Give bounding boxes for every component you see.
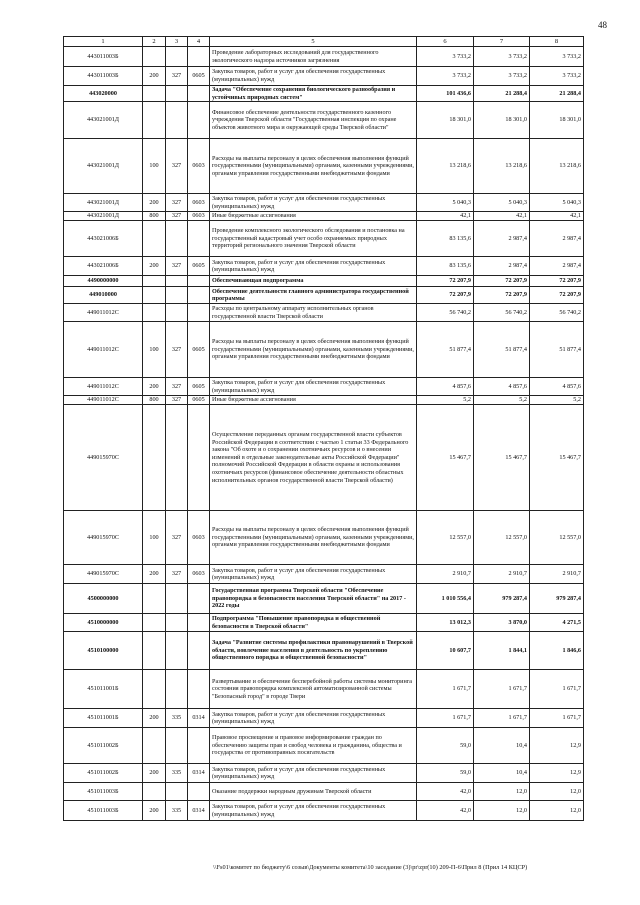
row-code: 449015970С bbox=[64, 565, 143, 584]
row-value-8: 2 987,4 bbox=[530, 221, 584, 257]
footer-file-path: \\Fs01\комитет по бюджету\6 созыв\Документы комитета\10 заседание (3)\pr\zpr(10) 209-П-6\Прил 8 (Прил 14 КЦСР) bbox=[213, 864, 528, 871]
row-column-2: 200 bbox=[143, 378, 166, 396]
row-value-6: 59,0 bbox=[417, 728, 474, 764]
row-code: 4510000000 bbox=[64, 614, 143, 632]
row-column-3 bbox=[166, 102, 188, 139]
row-value-7: 15 467,7 bbox=[474, 405, 530, 511]
row-column-3: 327 bbox=[166, 322, 188, 378]
row-value-7: 72 207,9 bbox=[474, 276, 530, 287]
row-value-7: 2 910,7 bbox=[474, 565, 530, 584]
row-value-6: 101 436,6 bbox=[417, 86, 474, 102]
row-value-6: 3 733,2 bbox=[417, 67, 474, 86]
row-column-3: 327 bbox=[166, 67, 188, 86]
row-value-8: 5,2 bbox=[530, 396, 584, 405]
row-value-8: 3 733,2 bbox=[530, 47, 584, 67]
row-description: Расходы по центральному аппарату исполнительных органов государственной власти Тверской области bbox=[210, 304, 417, 322]
row-column-2 bbox=[143, 584, 166, 614]
row-code: 4510100000 bbox=[64, 632, 143, 670]
row-value-6: 59,0 bbox=[417, 764, 474, 783]
row-value-8: 4 271,5 bbox=[530, 614, 584, 632]
row-column-2: 100 bbox=[143, 511, 166, 565]
row-description: Закупка товаров, работ и услуг для обеспечения государственных (муниципальных) нужд bbox=[210, 709, 417, 728]
row-value-7: 3 733,2 bbox=[474, 67, 530, 86]
row-column-4: 0605 bbox=[188, 257, 210, 276]
row-value-7: 5,2 bbox=[474, 396, 530, 405]
row-column-4 bbox=[188, 221, 210, 257]
row-value-6: 42,0 bbox=[417, 783, 474, 801]
row-code: 443011003Б bbox=[64, 47, 143, 67]
row-column-4: 0605 bbox=[188, 67, 210, 86]
row-description: Расходы на выплаты персоналу в целях обеспечения выполнения функций государственными (муниципальными) органами, казенными учреждениями, органами управления государственными внебюджетными фондами bbox=[210, 139, 417, 194]
row-value-7: 18 301,0 bbox=[474, 102, 530, 139]
row-value-7: 2 987,4 bbox=[474, 221, 530, 257]
table-row bbox=[64, 405, 584, 511]
row-description: Подпрограмма "Повышение правопорядка и общественной безопасности в Тверской области" bbox=[210, 614, 417, 632]
row-description: Развертывание и обеспечение бесперебойной работы системы мониторинга состояния правопорядка комплексной автоматизированной системы "Безопасный город" в городе Твери bbox=[210, 670, 417, 709]
column-header: 4 bbox=[188, 37, 210, 47]
row-value-6: 42,1 bbox=[417, 212, 474, 221]
row-value-8: 18 301,0 bbox=[530, 102, 584, 139]
row-description: Закупка товаров, работ и услуг для обеспечения государственных (муниципальных) нужд bbox=[210, 764, 417, 783]
table-row bbox=[64, 139, 584, 194]
table-row bbox=[64, 511, 584, 565]
row-column-3: 335 bbox=[166, 801, 188, 821]
row-value-8: 21 288,4 bbox=[530, 86, 584, 102]
row-value-8: 1 671,7 bbox=[530, 709, 584, 728]
table-row bbox=[64, 322, 584, 378]
table-row bbox=[64, 670, 584, 709]
row-value-6: 13 218,6 bbox=[417, 139, 474, 194]
row-description: Закупка товаров, работ и услуг для обеспечения государственных (муниципальных) нужд bbox=[210, 378, 417, 396]
row-description: Иные бюджетные ассигнования bbox=[210, 212, 417, 221]
table-row bbox=[64, 565, 584, 584]
row-column-3 bbox=[166, 221, 188, 257]
row-column-2: 200 bbox=[143, 565, 166, 584]
row-value-8: 3 733,2 bbox=[530, 67, 584, 86]
row-column-3 bbox=[166, 86, 188, 102]
row-value-8: 13 218,6 bbox=[530, 139, 584, 194]
row-column-4 bbox=[188, 584, 210, 614]
row-value-6: 72 207,9 bbox=[417, 276, 474, 287]
row-column-4 bbox=[188, 47, 210, 67]
row-value-7: 51 877,4 bbox=[474, 322, 530, 378]
row-value-7: 72 207,9 bbox=[474, 287, 530, 304]
row-value-7: 13 218,6 bbox=[474, 139, 530, 194]
row-column-3 bbox=[166, 304, 188, 322]
row-value-6: 83 135,6 bbox=[417, 257, 474, 276]
row-value-6: 3 733,2 bbox=[417, 47, 474, 67]
column-header: 6 bbox=[417, 37, 474, 47]
row-column-2: 800 bbox=[143, 396, 166, 405]
row-value-7: 3 733,2 bbox=[474, 47, 530, 67]
row-value-8: 2 987,4 bbox=[530, 257, 584, 276]
row-column-2: 800 bbox=[143, 212, 166, 221]
row-description: Осуществление переданных органам государственной власти субъектов Российской Федерации в соответствии с частью 1 статьи 33 Федерального закона "Об охоте и о сохранении охотничьих ресурсов и о внесении изменений в отдельные законодательные акты Российской Федерации" полномочий Российской Федерации в области охраны и использования охотничьих ресурсов (финансовое обеспечение деятельности областных исполнительных органов государственной власти Тверской области) bbox=[210, 405, 417, 511]
row-column-3 bbox=[166, 614, 188, 632]
row-value-8: 51 877,4 bbox=[530, 322, 584, 378]
row-column-4 bbox=[188, 670, 210, 709]
row-code: 443021006Б bbox=[64, 257, 143, 276]
row-value-8: 12 557,0 bbox=[530, 511, 584, 565]
column-header: 1 bbox=[64, 37, 143, 47]
row-value-6: 12 557,0 bbox=[417, 511, 474, 565]
row-description: Проведение комплексного экологического обследования и постановка на государственный кадастровый учет особо охраняемых природных территорий регионального значения Тверской области bbox=[210, 221, 417, 257]
table-row bbox=[64, 102, 584, 139]
row-column-4: 0314 bbox=[188, 801, 210, 821]
row-value-8: 2 910,7 bbox=[530, 565, 584, 584]
table-row bbox=[64, 276, 584, 287]
row-code: 4490000000 bbox=[64, 276, 143, 287]
row-value-7: 12,0 bbox=[474, 801, 530, 821]
row-column-2: 100 bbox=[143, 322, 166, 378]
row-column-2: 100 bbox=[143, 139, 166, 194]
row-column-2 bbox=[143, 47, 166, 67]
row-value-8: 42,1 bbox=[530, 212, 584, 221]
row-description: Обеспечивающая подпрограмма bbox=[210, 276, 417, 287]
row-description: Оказание поддержки народным дружинам Тверской области bbox=[210, 783, 417, 801]
row-column-3 bbox=[166, 670, 188, 709]
row-value-8: 1 671,7 bbox=[530, 670, 584, 709]
row-column-4 bbox=[188, 102, 210, 139]
row-description: Финансовое обеспечение деятельности государственного казенного учреждения Тверской области "Государственная инспекция по охране объектов животного мира и окружающей среды Тверской области" bbox=[210, 102, 417, 139]
table-row bbox=[64, 304, 584, 322]
table-row bbox=[64, 728, 584, 764]
row-column-3 bbox=[166, 47, 188, 67]
table-row bbox=[64, 801, 584, 821]
row-description: Задача "Развитие системы профилактики правонарушений в Тверской области, вовлечение населения в деятельность по укреплению общественного порядка и общественной безопасности" bbox=[210, 632, 417, 670]
row-column-4 bbox=[188, 783, 210, 801]
row-value-8: 12,9 bbox=[530, 728, 584, 764]
row-value-8: 56 740,2 bbox=[530, 304, 584, 322]
row-column-3: 327 bbox=[166, 139, 188, 194]
row-column-2 bbox=[143, 405, 166, 511]
row-code: 443021001Д bbox=[64, 139, 143, 194]
row-value-7: 10,4 bbox=[474, 728, 530, 764]
row-column-2 bbox=[143, 287, 166, 304]
row-description: Задача "Обеспечение сохранения биологического разнообразия и устойчивых природных систем" bbox=[210, 86, 417, 102]
row-column-4: 0605 bbox=[188, 396, 210, 405]
row-value-7: 1 844,1 bbox=[474, 632, 530, 670]
row-column-4: 0605 bbox=[188, 378, 210, 396]
row-value-7: 12 557,0 bbox=[474, 511, 530, 565]
row-value-7: 21 288,4 bbox=[474, 86, 530, 102]
row-code: 451011002Б bbox=[64, 728, 143, 764]
row-value-7: 10,4 bbox=[474, 764, 530, 783]
row-value-7: 56 740,2 bbox=[474, 304, 530, 322]
row-column-3: 327 bbox=[166, 396, 188, 405]
column-header: 8 bbox=[530, 37, 584, 47]
row-column-3 bbox=[166, 783, 188, 801]
row-value-8: 72 207,9 bbox=[530, 287, 584, 304]
row-code: 443021001Д bbox=[64, 212, 143, 221]
row-description: Закупка товаров, работ и услуг для обеспечения государственных (муниципальных) нужд bbox=[210, 565, 417, 584]
row-code: 443020000 bbox=[64, 86, 143, 102]
table-row bbox=[64, 378, 584, 396]
row-description: Иные бюджетные ассигнования bbox=[210, 396, 417, 405]
budget-table bbox=[63, 36, 584, 821]
row-value-6: 15 467,7 bbox=[417, 405, 474, 511]
row-description: Расходы на выплаты персоналу в целях обеспечения выполнения функций государственными (муниципальными) органами, казенными учреждениями, органами управления государственными внебюджетными фондами bbox=[210, 511, 417, 565]
row-value-8: 4 857,6 bbox=[530, 378, 584, 396]
row-value-7: 12,0 bbox=[474, 783, 530, 801]
row-column-2 bbox=[143, 221, 166, 257]
row-column-4: 0603 bbox=[188, 511, 210, 565]
row-value-6: 5,2 bbox=[417, 396, 474, 405]
row-column-4: 0603 bbox=[188, 194, 210, 212]
table-row bbox=[64, 396, 584, 405]
row-column-3 bbox=[166, 584, 188, 614]
row-column-3: 327 bbox=[166, 212, 188, 221]
row-value-6: 83 135,6 bbox=[417, 221, 474, 257]
row-value-7: 3 870,0 bbox=[474, 614, 530, 632]
row-value-8: 979 287,4 bbox=[530, 584, 584, 614]
row-column-2: 200 bbox=[143, 194, 166, 212]
row-column-2 bbox=[143, 304, 166, 322]
row-column-3 bbox=[166, 276, 188, 287]
row-column-4 bbox=[188, 276, 210, 287]
column-header: 7 bbox=[474, 37, 530, 47]
row-value-7: 1 671,7 bbox=[474, 670, 530, 709]
row-value-6: 18 301,0 bbox=[417, 102, 474, 139]
row-column-2: 200 bbox=[143, 257, 166, 276]
row-code: 451011003Б bbox=[64, 783, 143, 801]
row-value-7: 42,1 bbox=[474, 212, 530, 221]
row-column-4: 0605 bbox=[188, 322, 210, 378]
row-column-2 bbox=[143, 614, 166, 632]
row-column-2 bbox=[143, 86, 166, 102]
row-column-3 bbox=[166, 287, 188, 304]
row-description: Закупка товаров, работ и услуг для обеспечения государственных (муниципальных) нужд bbox=[210, 257, 417, 276]
column-header: 3 bbox=[166, 37, 188, 47]
row-value-7: 5 040,3 bbox=[474, 194, 530, 212]
page-number: 48 bbox=[598, 20, 607, 30]
row-column-3: 327 bbox=[166, 511, 188, 565]
row-column-3: 327 bbox=[166, 257, 188, 276]
row-description: Обеспечение деятельности главного администратора государственной программы bbox=[210, 287, 417, 304]
row-code: 443021006Б bbox=[64, 221, 143, 257]
row-value-6: 1 671,7 bbox=[417, 709, 474, 728]
table-row bbox=[64, 764, 584, 783]
row-column-3: 327 bbox=[166, 194, 188, 212]
row-value-8: 12,0 bbox=[530, 783, 584, 801]
row-column-2 bbox=[143, 670, 166, 709]
row-value-6: 1 671,7 bbox=[417, 670, 474, 709]
table-row bbox=[64, 221, 584, 257]
row-column-4: 0603 bbox=[188, 565, 210, 584]
row-column-3: 335 bbox=[166, 764, 188, 783]
header-row bbox=[64, 37, 584, 47]
row-code: 443021001Д bbox=[64, 102, 143, 139]
row-column-2 bbox=[143, 783, 166, 801]
row-value-6: 10 607,7 bbox=[417, 632, 474, 670]
row-column-2: 200 bbox=[143, 709, 166, 728]
row-column-2: 200 bbox=[143, 67, 166, 86]
row-description: Расходы на выплаты персоналу в целях обеспечения выполнения функций государственными (муниципальными) органами, казенными учреждениями, органами управления государственными внебюджетными фондами bbox=[210, 322, 417, 378]
row-column-4: 0314 bbox=[188, 764, 210, 783]
table-row bbox=[64, 632, 584, 670]
row-value-6: 5 040,3 bbox=[417, 194, 474, 212]
row-code: 443021001Д bbox=[64, 194, 143, 212]
row-code: 449011012С bbox=[64, 304, 143, 322]
row-column-4 bbox=[188, 86, 210, 102]
row-value-6: 4 857,6 bbox=[417, 378, 474, 396]
row-value-8: 1 846,6 bbox=[530, 632, 584, 670]
row-value-6: 51 877,4 bbox=[417, 322, 474, 378]
column-header: 2 bbox=[143, 37, 166, 47]
row-value-7: 979 287,4 bbox=[474, 584, 530, 614]
table-row bbox=[64, 257, 584, 276]
row-column-3 bbox=[166, 632, 188, 670]
row-value-8: 15 467,7 bbox=[530, 405, 584, 511]
row-description: Закупка товаров, работ и услуг для обеспечения государственных (муниципальных) нужд bbox=[210, 194, 417, 212]
row-column-4 bbox=[188, 287, 210, 304]
table-row bbox=[64, 194, 584, 212]
row-value-6: 13 012,3 bbox=[417, 614, 474, 632]
row-description: Закупка товаров, работ и услуг для обеспечения государственных (муниципальных) нужд bbox=[210, 67, 417, 86]
row-code: 449011012С bbox=[64, 378, 143, 396]
row-column-4 bbox=[188, 405, 210, 511]
row-value-8: 12,0 bbox=[530, 801, 584, 821]
row-column-2 bbox=[143, 276, 166, 287]
row-column-4: 0603 bbox=[188, 139, 210, 194]
row-column-4: 0603 bbox=[188, 212, 210, 221]
row-value-6: 2 910,7 bbox=[417, 565, 474, 584]
row-column-4 bbox=[188, 614, 210, 632]
row-value-8: 12,9 bbox=[530, 764, 584, 783]
row-value-6: 56 740,2 bbox=[417, 304, 474, 322]
row-column-3: 335 bbox=[166, 709, 188, 728]
row-code: 451011003Б bbox=[64, 801, 143, 821]
table-row bbox=[64, 212, 584, 221]
row-column-3: 327 bbox=[166, 565, 188, 584]
row-column-2 bbox=[143, 632, 166, 670]
row-column-2: 200 bbox=[143, 764, 166, 783]
row-code: 451011001Б bbox=[64, 709, 143, 728]
row-column-4 bbox=[188, 632, 210, 670]
row-code: 449011012С bbox=[64, 322, 143, 378]
row-description: Правовое просвещение и правовое информирование граждан по обеспечению защиты прав и свобод человека и гражданина, общества и государства от противоправных посягательств bbox=[210, 728, 417, 764]
row-description: Закупка товаров, работ и услуг для обеспечения государственных (муниципальных) нужд bbox=[210, 801, 417, 821]
row-value-6: 72 207,9 bbox=[417, 287, 474, 304]
row-code: 449010000 bbox=[64, 287, 143, 304]
table-row bbox=[64, 67, 584, 86]
table-row bbox=[64, 287, 584, 304]
row-column-3 bbox=[166, 728, 188, 764]
row-code: 449011012С bbox=[64, 396, 143, 405]
row-column-4 bbox=[188, 304, 210, 322]
row-value-7: 1 671,7 bbox=[474, 709, 530, 728]
table-row bbox=[64, 584, 584, 614]
table-row bbox=[64, 614, 584, 632]
row-column-3: 327 bbox=[166, 378, 188, 396]
row-code: 449015970С bbox=[64, 511, 143, 565]
row-column-4 bbox=[188, 728, 210, 764]
row-value-8: 5 040,3 bbox=[530, 194, 584, 212]
table-row bbox=[64, 709, 584, 728]
table-row bbox=[64, 86, 584, 102]
row-value-6: 42,0 bbox=[417, 801, 474, 821]
row-column-4: 0314 bbox=[188, 709, 210, 728]
row-column-2: 200 bbox=[143, 801, 166, 821]
table-row bbox=[64, 783, 584, 801]
row-column-2 bbox=[143, 728, 166, 764]
row-column-2 bbox=[143, 102, 166, 139]
row-code: 443011003Б bbox=[64, 67, 143, 86]
row-code: 451011001Б bbox=[64, 670, 143, 709]
row-value-7: 4 857,6 bbox=[474, 378, 530, 396]
row-description: Государственная программа Тверской области "Обеспечение правопорядка и безопасности населения Тверской области" на 2017 - 2022 годы bbox=[210, 584, 417, 614]
row-value-6: 1 010 556,4 bbox=[417, 584, 474, 614]
row-code: 4500000000 bbox=[64, 584, 143, 614]
row-column-3 bbox=[166, 405, 188, 511]
row-description: Проведение лабораторных исследований для государственного экологического надзора источников загрязнения bbox=[210, 47, 417, 67]
row-code: 449015970С bbox=[64, 405, 143, 511]
row-code: 451011002Б bbox=[64, 764, 143, 783]
row-value-7: 2 987,4 bbox=[474, 257, 530, 276]
row-value-8: 72 207,9 bbox=[530, 276, 584, 287]
column-header: 5 bbox=[210, 37, 417, 47]
table-row bbox=[64, 47, 584, 67]
